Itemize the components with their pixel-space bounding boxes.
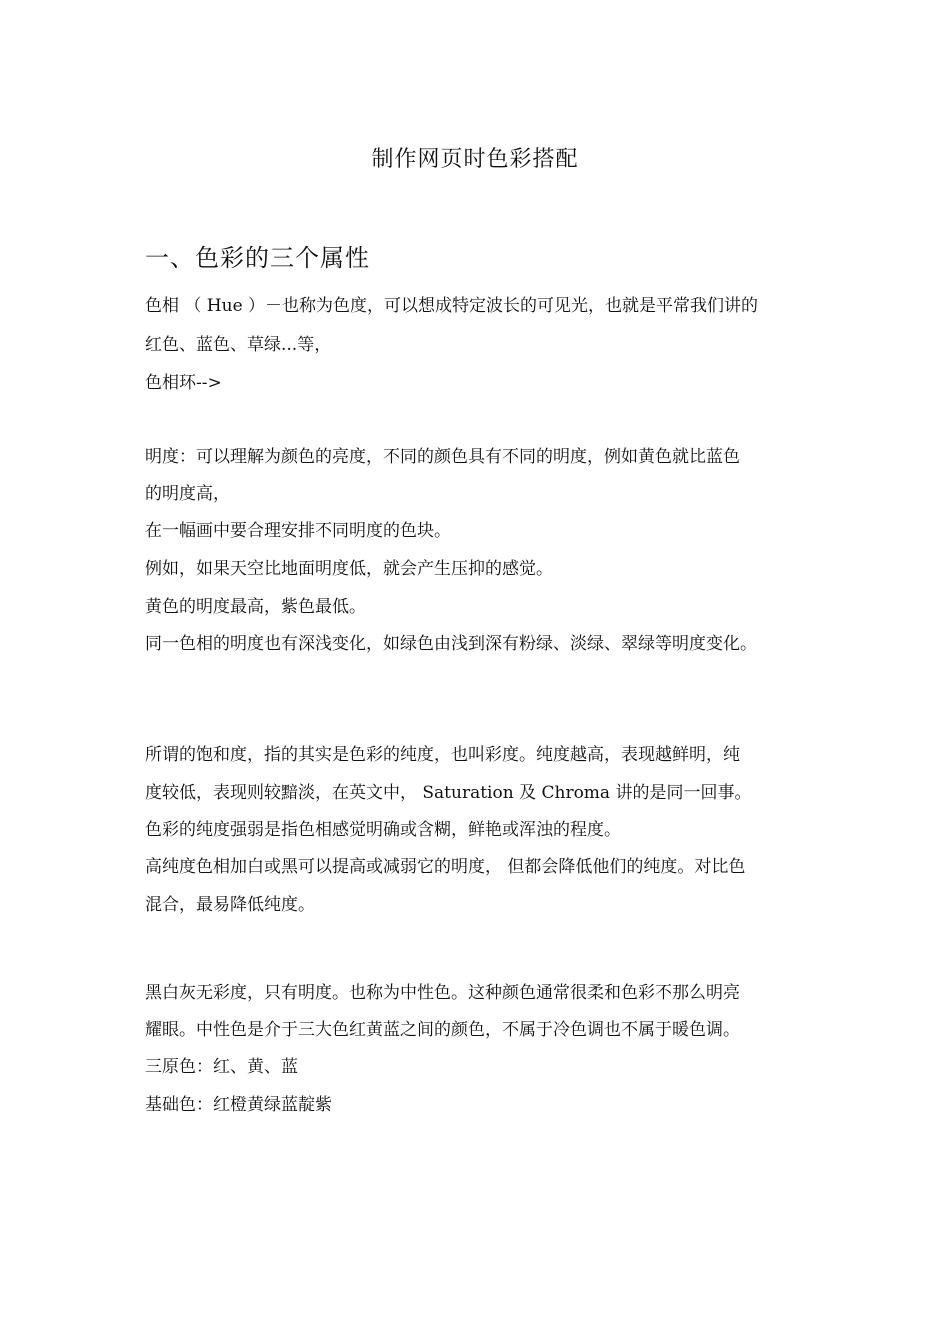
paragraph-line: 基础色：红橙黄绿蓝靛紫: [145, 1095, 332, 1115]
paragraph-line: 红色、蓝色、草绿...等，: [145, 335, 332, 355]
paragraph-line: 所谓的饱和度，指的其实是色彩的纯度，也叫彩度。纯度越高，表现越鲜明，纯: [145, 745, 740, 765]
paragraph-line: 度较低，表现则较黯淡，在英文中， Saturation 及 Chroma 讲的是同一回事。: [145, 783, 752, 803]
paragraph-line: 例如，如果天空比地面明度低，就会产生压抑的感觉。: [145, 559, 553, 579]
paragraph-line: 黄色的明度最高，紫色最低。: [145, 597, 366, 617]
paragraph-line: 明度：可以理解为颜色的亮度，不同的颜色具有不同的明度，例如黄色就比蓝色: [145, 447, 740, 467]
paragraph-line: 混合，最易降低纯度。: [145, 895, 315, 915]
page-title: 制作网页时色彩搭配: [371, 147, 579, 172]
paragraph-line: 耀眼。中性色是介于三大色红黄蓝之间的颜色，不属于冷色调也不属于暖色调。: [145, 1020, 740, 1040]
paragraph-line: 的明度高，: [145, 484, 230, 504]
paragraph-line: 三原色：红、黄、蓝: [145, 1057, 298, 1077]
paragraph-line: 色彩的纯度强弱是指色相感觉明确或含糊，鲜艳或浑浊的程度。: [145, 820, 621, 840]
paragraph-line: 黑白灰无彩度，只有明度。也称为中性色。这种颜色通常很柔和色彩不那么明亮: [145, 983, 740, 1003]
paragraph-line: 色相 （ Hue ）－也称为色度，可以想成特定波长的可见光，也就是平常我们讲的: [145, 296, 759, 316]
paragraph-line: 在一幅画中要合理安排不同明度的色块。: [145, 521, 451, 541]
paragraph-line: 高纯度色相加白或黑可以提高或减弱它的明度， 但都会降低他们的纯度。对比色: [145, 857, 746, 877]
paragraph-line: 同一色相的明度也有深浅变化，如绿色由浅到深有粉绿、淡绿、翠绿等明度变化。: [145, 634, 757, 654]
paragraph-line: 色相环-->: [145, 373, 222, 393]
section-heading: 一、色彩的三个属性: [145, 244, 370, 272]
